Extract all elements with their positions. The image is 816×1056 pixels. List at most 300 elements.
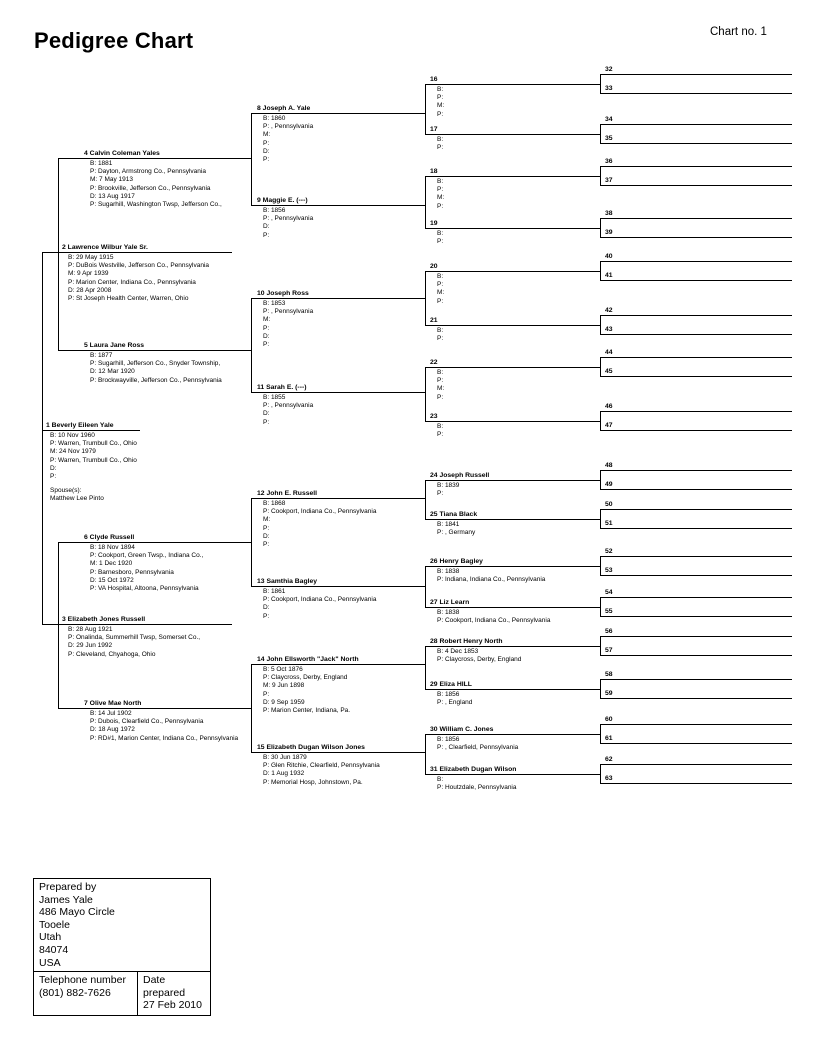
person-name: 6 Clyde Russell	[84, 534, 135, 541]
person-detail-line: B: 30 Jun 1879	[263, 754, 307, 761]
slot-number: 59	[605, 690, 613, 697]
person-detail-line: P:	[437, 431, 444, 439]
slot-number: 36	[605, 158, 613, 165]
person-name: 26 Henry Bagley	[430, 558, 483, 565]
person-name: 20	[430, 263, 438, 270]
spouse-name: Matthew Lee Pinto	[50, 495, 104, 503]
person-detail-line: B: 5 Oct 1876	[263, 666, 303, 673]
person-name: 5 Laura Jane Ross	[84, 342, 145, 349]
underline	[600, 597, 792, 598]
connector-line	[251, 664, 252, 752]
person-detail-line: P:	[263, 324, 270, 332]
person-detail-line: P: Claycross, Derby, England	[437, 656, 522, 664]
person-detail-line: B: 1853	[263, 300, 286, 307]
address-line: 486 Mayo Circle	[39, 906, 115, 919]
underline	[425, 480, 600, 481]
underline	[600, 743, 792, 744]
person-detail-line: P: , Germany	[437, 529, 476, 537]
person-detail-line: M: 9 Apr 1939	[68, 270, 109, 278]
slot-number: 55	[605, 608, 613, 615]
connector-line	[600, 509, 601, 528]
slot-number: 57	[605, 647, 613, 654]
person-detail-line: D:	[50, 464, 57, 472]
person-detail-line: P: Marion Center, Indiana Co., Pennsylvania	[68, 278, 196, 286]
person-detail-line: P: DuBois Westville, Jefferson Co., Pennsylvania	[68, 262, 210, 270]
date-prepared-label: Date prepared	[143, 974, 186, 999]
person-detail-line: D:	[263, 147, 270, 155]
person-detail-line: P: , Pennsylvania	[263, 402, 314, 410]
slot-number: 39	[605, 229, 613, 236]
person-detail-line: P: Marion Center, Indiana, Pa.	[263, 706, 351, 714]
person-detail-line: D: 9 Sep 1959	[263, 698, 305, 706]
underline	[251, 113, 425, 114]
person-details	[437, 230, 443, 246]
person-name: 8 Joseph A. Yale	[257, 105, 311, 112]
underline	[600, 185, 792, 186]
person-detail-line: P:	[437, 94, 444, 102]
person-detail-line: D: 28 Apr 2008	[68, 286, 112, 294]
slot-number: 53	[605, 567, 613, 574]
person-detail-line: P:	[437, 186, 444, 194]
underline	[425, 421, 600, 422]
person-detail-line: B: 14 Jul 1902	[90, 710, 132, 717]
person-name: 16	[430, 76, 438, 83]
person-detail-line: M:	[437, 385, 445, 393]
underline	[58, 542, 251, 543]
person-name: 18	[430, 168, 438, 175]
spouse-block	[50, 487, 104, 503]
person-name: 17	[430, 126, 438, 133]
person-detail-line: M:	[263, 316, 271, 324]
underline	[600, 376, 792, 377]
connector-line	[251, 298, 252, 392]
underline	[251, 752, 425, 753]
spouse-label: Spouse(s):	[50, 487, 82, 494]
connector-line	[425, 646, 426, 689]
person-details	[437, 423, 443, 439]
underline	[600, 218, 792, 219]
date-prepared-cell	[137, 972, 210, 1015]
person-name: 1 Beverly Eileen Yale	[46, 422, 114, 429]
person-detail-line: P:	[263, 418, 270, 426]
person-detail-line: B:	[437, 776, 444, 783]
connector-line	[251, 498, 252, 586]
person-detail-line: D:	[263, 223, 270, 231]
person-detail-line: B: 1877	[90, 352, 113, 359]
person-detail-line: B:	[437, 327, 444, 334]
connector-line	[425, 271, 426, 325]
address-line: Tooele	[39, 918, 70, 931]
telephone-number: (801) 882-7626	[39, 986, 111, 999]
person-details	[437, 521, 475, 537]
person-detail-line: B:	[437, 178, 444, 185]
person-detail-line: B: 10 Nov 1960	[50, 432, 95, 439]
person-detail-line: D:	[263, 604, 270, 612]
underline	[600, 166, 792, 167]
person-name: 31 Elizabeth Dugan Wilson	[430, 766, 517, 773]
person-detail-line: B: 1881	[90, 160, 113, 167]
slot-number: 38	[605, 210, 613, 217]
person-detail-line: P: Brockwayville, Jefferson Co., Pennsylvania	[90, 376, 222, 384]
connector-line	[600, 124, 601, 143]
person-detail-line: P: RD#1, Marion Center, Indiana Co., Pennsylvania	[90, 734, 239, 742]
preparer-address	[34, 879, 210, 971]
person-name: 24 Joseph Russell	[430, 472, 490, 479]
slot-number: 58	[605, 671, 613, 678]
person-detail-line: P: Cookport, Green Twsp., Indiana Co.,	[90, 552, 204, 560]
person-detail-line: P: , Pennsylvania	[263, 308, 314, 316]
person-name: 29 Eliza HILL	[430, 681, 472, 688]
slot-number: 51	[605, 520, 613, 527]
person-details	[437, 776, 517, 792]
person-name: 9 Maggie E. (---)	[257, 197, 308, 204]
slot-number: 62	[605, 756, 613, 763]
slot-number: 48	[605, 462, 613, 469]
person-detail-line: M:	[437, 102, 445, 110]
person-detail-line: P: Brookville, Jefferson Co., Pennsylvania	[90, 184, 211, 192]
person-detail-line: D:	[263, 332, 270, 340]
person-details	[437, 568, 545, 584]
telephone-label: Telephone number	[39, 974, 126, 987]
person-detail-line: B:	[437, 369, 444, 376]
connector-line	[425, 480, 426, 519]
person-detail-line: P: , England	[437, 699, 473, 707]
person-detail-line: D: 12 Mar 1920	[90, 368, 135, 376]
person-detail-line: P: Warren, Trumbull Co., Ohio	[50, 440, 137, 448]
connector-line	[600, 470, 601, 489]
connector-line	[600, 724, 601, 743]
preparer-name: James Yale	[39, 893, 93, 906]
underline	[58, 158, 251, 159]
underline	[600, 470, 792, 471]
telephone-cell	[34, 972, 137, 1015]
connector-line	[251, 113, 252, 205]
person-details	[90, 544, 203, 593]
connector-line	[42, 252, 43, 624]
connector-line	[600, 261, 601, 280]
person-details	[263, 394, 313, 427]
slot-number: 42	[605, 307, 613, 314]
underline	[600, 764, 792, 765]
person-detail-line: B:	[437, 230, 444, 237]
person-detail-line: P:	[263, 231, 270, 239]
person-detail-line: P: Indiana, Indiana Co., Pennsylvania	[437, 576, 546, 584]
underline	[600, 261, 792, 262]
person-details	[90, 710, 238, 743]
person-name: 7 Olive Mae North	[84, 700, 142, 707]
connector-line	[600, 357, 601, 376]
underline	[600, 315, 792, 316]
person-details	[437, 736, 518, 752]
person-details	[437, 691, 472, 707]
person-detail-line: M: 1 Dec 1920	[90, 560, 133, 568]
person-detail-line: P: , Pennsylvania	[263, 123, 314, 131]
underline	[600, 636, 792, 637]
underline	[251, 205, 425, 206]
person-detail-line: D:	[263, 410, 270, 418]
person-detail-line: P:	[437, 393, 444, 401]
person-details	[263, 500, 376, 549]
person-detail-line: M: 9 Jun 1898	[263, 682, 305, 690]
underline	[425, 367, 600, 368]
person-detail-line: B: 28 Aug 1921	[68, 626, 113, 633]
underline	[425, 325, 600, 326]
slot-number: 54	[605, 589, 613, 596]
person-details	[437, 369, 444, 402]
slot-number: 34	[605, 116, 613, 123]
person-detail-line: P:	[437, 110, 444, 118]
person-details	[263, 754, 380, 787]
person-detail-line: M:	[263, 131, 271, 139]
underline	[425, 646, 600, 647]
person-details	[437, 86, 444, 119]
person-details	[437, 273, 444, 306]
person-details	[437, 648, 521, 664]
person-detail-line: P: VA Hospital, Altoona, Pennsylvania	[90, 584, 199, 592]
person-detail-line: P:	[437, 281, 444, 289]
slot-number: 52	[605, 548, 613, 555]
person-detail-line: P: Cookport, Indiana Co., Pennsylvania	[263, 508, 377, 516]
person-detail-line: P:	[437, 238, 444, 246]
person-detail-line: B: 1838	[437, 568, 460, 575]
person-details	[263, 300, 313, 349]
person-detail-line: P: Dubois, Clearfield Co., Pennsylvania	[90, 718, 204, 726]
person-name: 28 Robert Henry North	[430, 638, 503, 645]
person-name: 3 Elizabeth Jones Russell	[62, 616, 146, 623]
underline	[600, 280, 792, 281]
person-name: 19	[430, 220, 438, 227]
slot-number: 60	[605, 716, 613, 723]
underline	[600, 430, 792, 431]
slot-number: 41	[605, 272, 613, 279]
person-detail-line: M:	[263, 516, 271, 524]
underline	[600, 357, 792, 358]
person-detail-line: M: 24 Nov 1979	[50, 448, 96, 456]
connector-line	[600, 764, 601, 783]
connector-line	[600, 556, 601, 575]
slot-number: 50	[605, 501, 613, 508]
person-detail-line: D: 29 Jun 1992	[68, 642, 113, 650]
person-detail-line: P:	[263, 612, 270, 620]
underline	[425, 176, 600, 177]
person-detail-line: B: 1860	[263, 115, 286, 122]
person-name: 4 Calvin Coleman Yales	[84, 150, 160, 157]
underline	[42, 252, 232, 253]
connector-line	[425, 176, 426, 228]
prepared-by-box	[33, 878, 211, 1016]
connector-line	[425, 367, 426, 421]
person-name: 27 Liz Learn	[430, 599, 470, 606]
person-name: 25 Tiana Black	[430, 511, 478, 518]
underline	[42, 430, 140, 431]
underline	[600, 334, 792, 335]
underline	[251, 664, 425, 665]
underline	[600, 489, 792, 490]
connector-line	[600, 636, 601, 655]
person-detail-line: B: 18 Nov 1894	[90, 544, 135, 551]
connector-line	[600, 315, 601, 334]
underline	[600, 724, 792, 725]
person-detail-line: P: Dayton, Armstrong Co., Pennsylvania	[90, 168, 206, 176]
person-details	[437, 482, 459, 498]
person-detail-line: B: 1856	[437, 736, 460, 743]
underline	[600, 143, 792, 144]
person-name: 30 William C. Jones	[430, 726, 494, 733]
person-detail-line: B: 1856	[263, 207, 286, 214]
person-detail-line: B: 1861	[263, 588, 286, 595]
date-prepared-value: 27 Feb 2010	[143, 999, 202, 1012]
underline	[600, 93, 792, 94]
underline	[425, 84, 600, 85]
underline	[251, 298, 425, 299]
page-title: Pedigree Chart	[34, 28, 194, 53]
person-detail-line: P: Sugarhill, Jefferson Co., Snyder Township,	[90, 360, 221, 368]
underline	[425, 566, 600, 567]
person-detail-line: D: 1 Aug 1932	[263, 770, 305, 778]
person-detail-line: P: Memorial Hosp, Johnstown, Pa.	[263, 778, 363, 786]
underline	[425, 774, 600, 775]
slot-number: 61	[605, 735, 613, 742]
underline	[600, 237, 792, 238]
underline	[600, 783, 792, 784]
underline	[600, 556, 792, 557]
connector-line	[425, 734, 426, 774]
person-detail-line: P: Barnesboro, Pennsylvania	[90, 568, 174, 576]
slot-number: 33	[605, 85, 613, 92]
person-detail-line: P:	[263, 524, 270, 532]
person-detail-line: B:	[437, 273, 444, 280]
slot-number: 63	[605, 775, 613, 782]
underline	[600, 124, 792, 125]
connector-line	[600, 166, 601, 185]
connector-line	[425, 566, 426, 607]
underline	[251, 498, 425, 499]
slot-number: 56	[605, 628, 613, 635]
person-details	[68, 254, 209, 303]
underline	[58, 350, 251, 351]
person-details	[437, 609, 550, 625]
person-detail-line: B: 1868	[263, 500, 286, 507]
slot-number: 43	[605, 326, 613, 333]
underline	[58, 708, 251, 709]
underline	[425, 519, 600, 520]
connector-line	[58, 158, 59, 350]
person-details	[68, 626, 200, 659]
person-detail-line: P: Warren, Trumbull Co., Ohio	[50, 456, 137, 464]
slot-number: 32	[605, 66, 613, 73]
underline	[600, 655, 792, 656]
footer-bottom-row	[34, 971, 210, 1015]
person-name: 22	[430, 359, 438, 366]
person-detail-line: B:	[437, 86, 444, 93]
underline	[600, 575, 792, 576]
person-name: 11 Sarah E. (---)	[257, 384, 307, 391]
person-detail-line: B: 4 Dec 1853	[437, 648, 479, 655]
person-name: 14 John Ellsworth "Jack" North	[257, 656, 359, 663]
address-line: USA	[39, 956, 61, 969]
person-name: 15 Elizabeth Dugan Wilson Jones	[257, 744, 365, 751]
person-detail-line: P:	[437, 377, 444, 385]
person-detail-line: P:	[263, 690, 270, 698]
slot-number: 45	[605, 368, 613, 375]
person-detail-line: P:	[263, 155, 270, 163]
person-detail-line: B: 29 May 1915	[68, 254, 114, 261]
underline	[425, 607, 600, 608]
person-details	[50, 432, 137, 481]
person-detail-line: M: 7 May 1913	[90, 176, 133, 184]
slot-number: 44	[605, 349, 613, 356]
person-detail-line: P:	[437, 202, 444, 210]
person-detail-line: P: , Clearfield, Pennsylvania	[437, 744, 519, 752]
underline	[425, 689, 600, 690]
person-detail-line: D: 18 Aug 1972	[90, 726, 135, 734]
underline	[600, 411, 792, 412]
chart-number: Chart no. 1	[710, 26, 767, 38]
underline	[600, 509, 792, 510]
underline	[425, 271, 600, 272]
person-name: 21	[430, 317, 438, 324]
person-detail-line: D:	[263, 532, 270, 540]
person-detail-line: P:	[437, 335, 444, 343]
person-detail-line: P:	[50, 472, 57, 480]
person-detail-line: P:	[437, 297, 444, 305]
underline	[425, 734, 600, 735]
person-detail-line: M:	[437, 194, 445, 202]
slot-number: 47	[605, 422, 613, 429]
person-detail-line: P: Sugarhill, Washington Twsp, Jefferson Co.,	[90, 200, 222, 208]
slot-number: 35	[605, 135, 613, 142]
person-detail-line: P:	[263, 540, 270, 548]
person-detail-line: B:	[437, 423, 444, 430]
slot-number: 49	[605, 481, 613, 488]
underline	[600, 528, 792, 529]
person-detail-line: P: Glen Ritchie, Clearfield, Pennsylvania	[263, 762, 380, 770]
person-name: 2 Lawrence Wilbur Yale Sr.	[62, 244, 148, 251]
underline	[251, 586, 425, 587]
person-detail-line: B: 1841	[437, 521, 460, 528]
underline	[600, 698, 792, 699]
slot-number: 37	[605, 177, 613, 184]
connector-line	[600, 679, 601, 698]
person-detail-line: P: , Pennsylvania	[263, 215, 314, 223]
person-details	[90, 160, 222, 209]
prepared-by-label: Prepared by	[39, 881, 97, 893]
address-line: 84074	[39, 943, 69, 956]
person-detail-line: D: 13 Aug 1917	[90, 192, 135, 200]
person-detail-line: B: 1839	[437, 482, 460, 489]
person-detail-line: P: Houtzdale, Pennsylvania	[437, 784, 517, 792]
person-details	[437, 327, 443, 343]
person-detail-line: P:	[263, 340, 270, 348]
person-details	[263, 207, 313, 240]
connector-line	[600, 218, 601, 237]
slot-number: 40	[605, 253, 613, 260]
underline	[600, 74, 792, 75]
underline	[600, 679, 792, 680]
person-detail-line: P:	[437, 144, 444, 152]
person-details	[263, 588, 376, 621]
person-name: 10 Joseph Ross	[257, 290, 309, 297]
person-detail-line: P: Cleveland, Chyahoga, Ohio	[68, 650, 156, 658]
underline	[251, 392, 425, 393]
person-detail-line: B: 1838	[437, 609, 460, 616]
person-details	[263, 115, 313, 164]
person-detail-line: P: Claycross, Derby, England	[263, 674, 348, 682]
connector-line	[600, 597, 601, 616]
person-details	[90, 352, 222, 385]
person-detail-line: P: Cookport, Indiana Co., Pennsylvania	[437, 617, 551, 625]
person-details	[437, 178, 444, 211]
